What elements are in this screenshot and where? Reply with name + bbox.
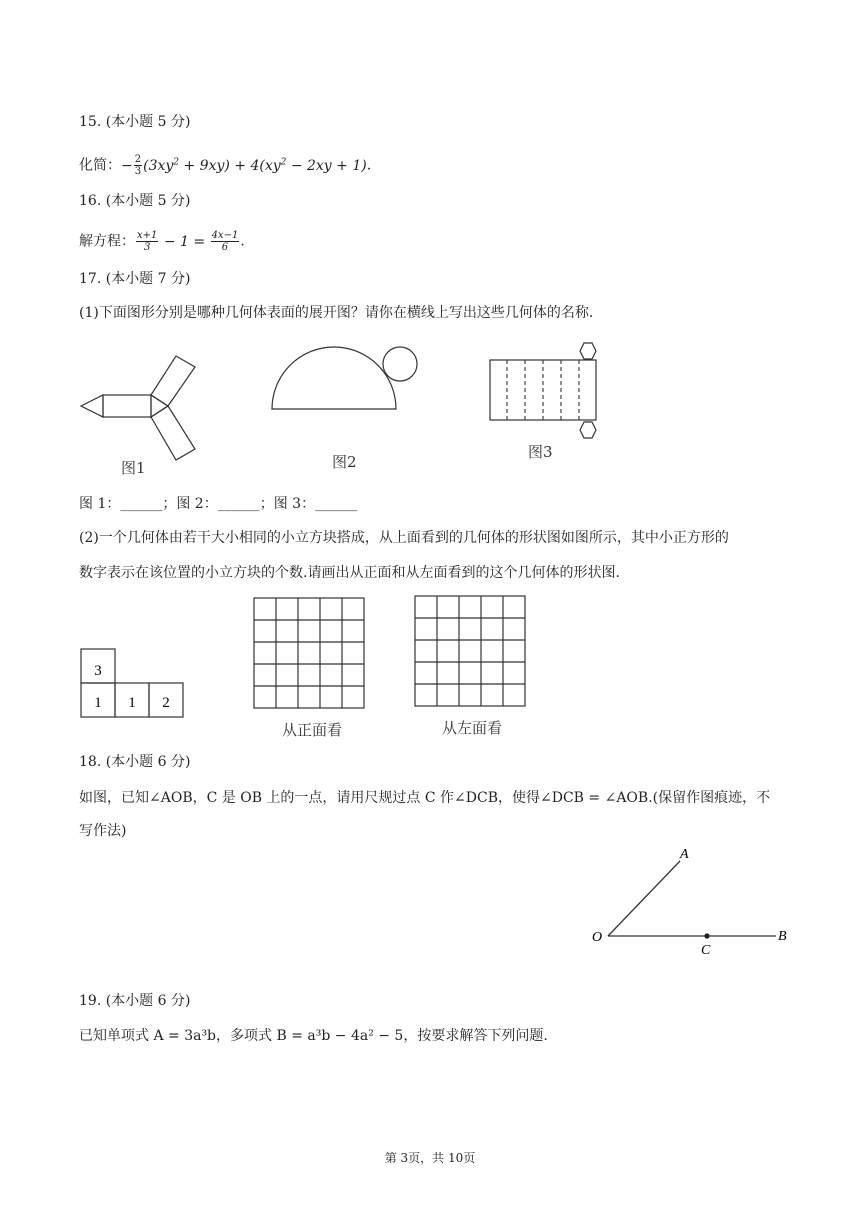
q19-header: 19. (本小题 6 分) — [79, 993, 191, 1009]
fig3-caption: 图3 — [528, 443, 553, 461]
q18-header: 18. (本小题 6 分) — [79, 754, 191, 770]
q17-part1: (1)下面图形分别是哪种几何体表面的展开图？请你在横线上写出这些几何体的名称. — [79, 305, 594, 321]
top-view-number: 1 — [128, 695, 136, 711]
q18-line2: 写作法) — [79, 823, 127, 839]
q19-text: 已知单项式 A = 3a³b，多项式 B = a³b − 4a² − 5，按要求解答下列问题. — [79, 1028, 548, 1044]
top-view-number: 1 — [94, 695, 102, 711]
q15-expression: 化简：− $\frac{2}{3}$ $(3xy^2 + 9xy) + 4(xy^2 - 2xy + 1)$. — [79, 154, 372, 178]
q17-part2-line1: (2)一个几何体由若干大小相同的小立方块搭成，从上面看到的几何体的形状图如图所示，其中小正方形的 — [79, 530, 729, 546]
fig1-caption: 图1 — [121, 459, 146, 477]
point-b-label: B — [778, 929, 787, 944]
q18-line1: 如图，已知∠AOB，C 是 OB 上的一点，请用尺规过点 C 作∠DCB，使得∠DCB = ∠AOB.(保留作图痕迹，不 — [79, 790, 771, 806]
q17-header: 17. (本小题 7 分) — [79, 271, 191, 287]
fig3-hexprism-net — [486, 340, 606, 442]
point-c-label: C — [701, 943, 711, 957]
left-view-label: 从左面看 — [442, 719, 503, 737]
fig1-prism-net — [78, 355, 208, 465]
left-view-grid — [413, 594, 527, 708]
q16-header: 16. (本小题 5 分) — [79, 193, 191, 209]
page-footer: 第 3页，共 10页 — [384, 1151, 476, 1165]
point-o-label: O — [592, 930, 603, 945]
fig2-cone-net — [268, 340, 428, 415]
point-c-dot — [704, 933, 709, 938]
q17-answer-line: 图 1：______；图 2：______；图 3：______ — [79, 496, 358, 512]
top-view-number: 2 — [162, 695, 170, 711]
q16-equation: 解方程： $\frac{x+1}{3}$ − 1 = $\frac{4x-1}{6}$ . — [79, 230, 245, 253]
front-view-grid — [252, 596, 366, 710]
top-view-number: 3 — [94, 663, 102, 679]
angle-aob-figure — [588, 842, 798, 957]
q17-part2-line2: 数字表示在该位置的小立方块的个数.请画出从正面和从左面看到的这个几何体的形状图. — [79, 565, 620, 581]
point-a-label: A — [680, 847, 689, 862]
top-view-grid — [80, 648, 186, 720]
fig2-caption: 图2 — [332, 453, 357, 471]
q15-header: 15. (本小题 5 分) — [79, 114, 191, 130]
front-view-label: 从正面看 — [282, 721, 343, 739]
